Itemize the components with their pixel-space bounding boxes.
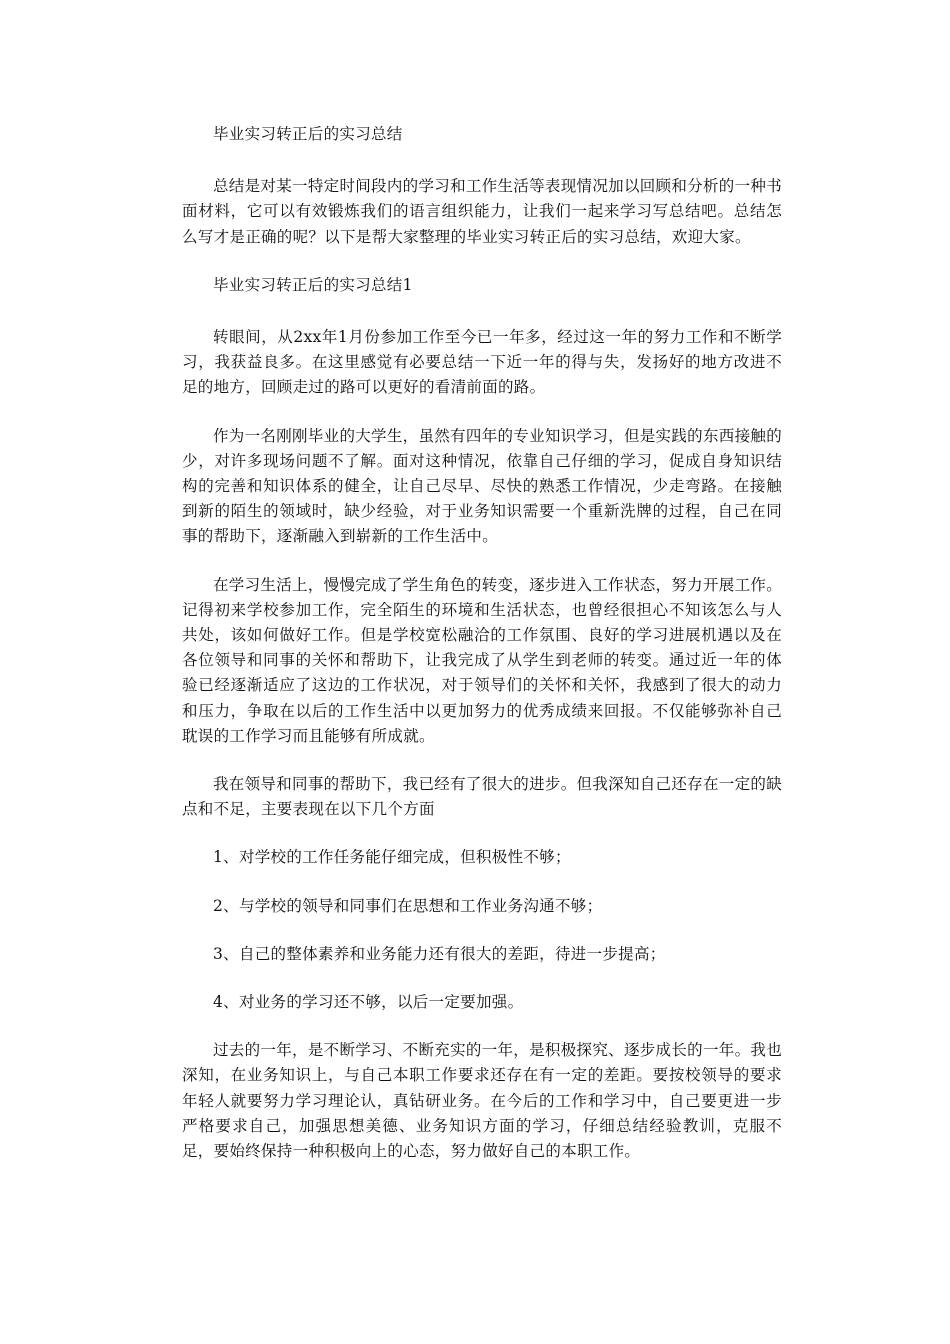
body-paragraph-4: 我在领导和同事的帮助下，我已经有了很大的进步。但我深知自己还存在一定的缺点和不足，主要表现在以下几个方面: [182, 775, 782, 819]
list-item-4: 4、对业务的学习还不够，以后一定要加强。: [213, 993, 524, 1012]
body-paragraph-1: 转眼间，从2xx年1月份参加工作至今已一年多，经过这一年的努力工作和不断学习，我获益良多。在这里感觉有必要总结一下近一年的得与失，发扬好的地方改进不足的地方，回顾走过的路可以更好的看清前面的路。: [182, 328, 782, 397]
section-title: 毕业实习转正后的实习总结1: [213, 275, 413, 294]
list-item-3: 3、自己的整体素养和业务能力还有很大的差距，待进一步提高；: [213, 944, 666, 963]
document-body: [182, 122, 782, 1187]
closing-paragraph: 过去的一年，是不断学习、不断充实的一年，是积极探究、逐步成长的一年。我也深知，在业务知识上，与自己本职工作要求还存在有一定的差距。要按校领导的要求年轻人就要努力学习理论认，真钻研业务。在今后的工作和学习中，自己要更进一步严格要求自己，加强思想美德、业务知识方面的学习，仔细总结经验教训，克服不足，要始终保持一种积极向上的心态，努力做好自己的本职工作。: [182, 1041, 782, 1161]
intro-paragraph: 总结是对某一特定时间段内的学习和工作生活等表现情况加以回顾和分析的一种书面材料，它可以有效锻炼我们的语言组织能力，让我们一起来学习写总结吧。总结怎么写才是正确的呢？以下是帮大家整理的毕业实习转正后的实习总结，欢迎大家。: [182, 177, 782, 246]
body-paragraph-3: 在学习生活上，慢慢完成了学生角色的转变，逐步进入工作状态，努力开展工作。记得初来学校参加工作，完全陌生的环境和生活状态，也曾经很担心不知该怎么与人共处，该如何做好工作。但是学校宽松融洽的工作氛围、良好的学习进展机遇以及在各位领导和同事的关怀和帮助下，让我完成了从学生到老师的转变。通过近一年的体验已经逐渐适应了这边的工作状况，对于领导们的关怀和关怀，我感到了很大的动力和压力，争取在以后的工作生活中以更加努力的优秀成绩来回报。不仅能够弥补自己耽误的工作学习而且能够有所成就。: [182, 575, 782, 745]
list-item-1: 1、对学校的工作任务能仔细完成，但积极性不够；: [213, 848, 571, 867]
body-paragraph-2: 作为一名刚刚毕业的大学生，虽然有四年的专业知识学习，但是实践的东西接触的少，对许多现场问题不了解。面对这种情况，依靠自己仔细的学习，促成自身知识结构的完善和知识体系的健全，让自己尽早、尽快的熟悉工作情况，少走弯路。在接触到新的陌生的领域时，缺少经验，对于业务知识需要一个重新洗牌的过程，自己在同事的帮助下，逐渐融入到崭新的工作生活中。: [182, 426, 782, 546]
document-title: 毕业实习转正后的实习总结: [213, 125, 403, 143]
list-item-2: 2、与学校的领导和同事们在思想和工作业务沟通不够；: [213, 896, 603, 915]
